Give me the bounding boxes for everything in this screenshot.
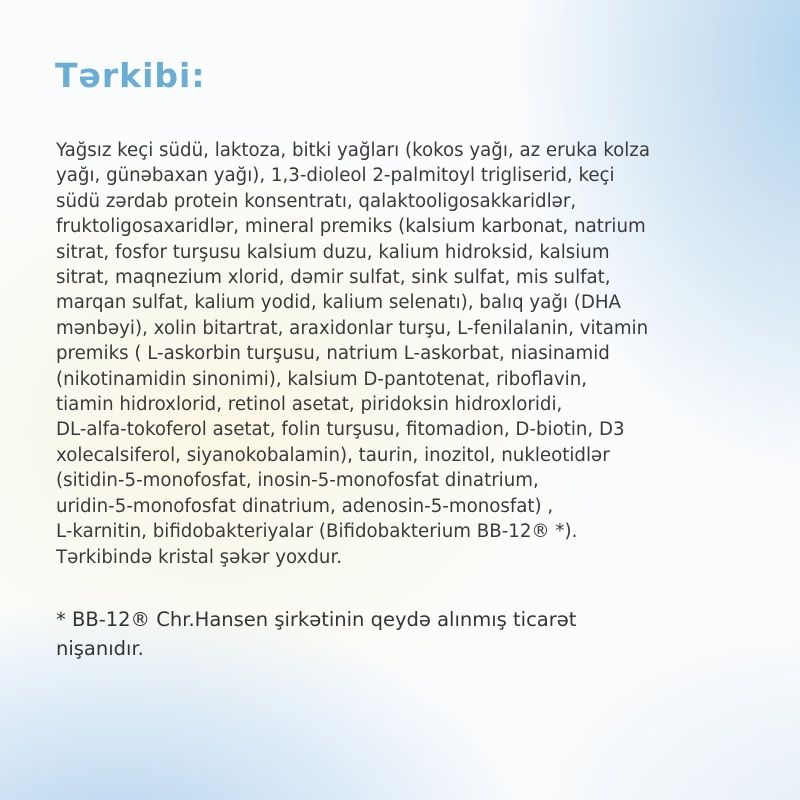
footnote-line: * BB-12® Chr.Hansen şirkətinin qeydə alınmış ticarət bbox=[56, 608, 577, 631]
ingredients-line: (sitidin-5-monofosfat, inosin-5-monofosfat dinatrium, bbox=[56, 470, 539, 492]
ingredients-line: tiamin hidroxlorid, retinol asetat, piridoksin hidroxloridi, bbox=[56, 394, 563, 416]
ingredients-text bbox=[56, 138, 776, 570]
ingredients-line: Tərkibində kristal şəkər yoxdur. bbox=[56, 546, 343, 568]
ingredients-line: fruktoligosaxaridlər, mineral premiks (kalsium karbonat, natrium bbox=[56, 216, 646, 238]
ingredients-line: DL-alfa-tokoferol asetat, folin turşusu, fitomadion, D-biotin, D3 bbox=[56, 419, 625, 441]
footnote-line: nişanıdır. bbox=[56, 637, 144, 660]
ingredients-line: mənbəyi), xolin bitartrat, araxidonlar turşu, L-fenilalanin, vitamin bbox=[56, 317, 649, 339]
ingredients-line: uridin-5-monofosfat dinatrium, adenosin-5-monosfat) , bbox=[56, 495, 554, 517]
ingredients-line: sitrat, maqnezium xlorid, dəmir sulfat, sink sulfat, mis sulfat, bbox=[56, 267, 611, 289]
ingredients-line: premiks ( L-askorbin turşusu, natrium L-askorbat, niasinamid bbox=[56, 343, 610, 365]
ingredients-line: südü zərdab protein konsentratı, qalaktooligosakkaridlər, bbox=[56, 190, 577, 212]
ingredients-line: (nikotinamidin sinonimi), kalsium D-pantotenat, riboflavin, bbox=[56, 368, 588, 390]
ingredients-line: marqan sulfat, kalium yodid, kalium selenatı), balıq yağı (DHA bbox=[56, 292, 621, 314]
trademark-footnote bbox=[56, 605, 576, 663]
ingredients-line: xolecalsiferol, siyanokobalamin), taurin, inozitol, nukleotidlər bbox=[56, 444, 610, 466]
ingredients-line: L-karnitin, bifidobakteriyalar (Bifidobakterium BB-12® *). bbox=[56, 521, 578, 543]
page-title: Tərkibi: bbox=[55, 56, 206, 95]
ingredients-line: sitrat, fosfor turşusu kalsium duzu, kalium hidroksid, kalsium bbox=[56, 241, 610, 263]
ingredients-line: yağı, günəbaxan yağı), 1,3-dioleol 2-palmitoyl trigliserid, keçi bbox=[56, 165, 615, 187]
ingredients-line: Yağsız keçi südü, laktoza, bitki yağları (kokos yağı, az eruka kolza bbox=[56, 140, 651, 161]
